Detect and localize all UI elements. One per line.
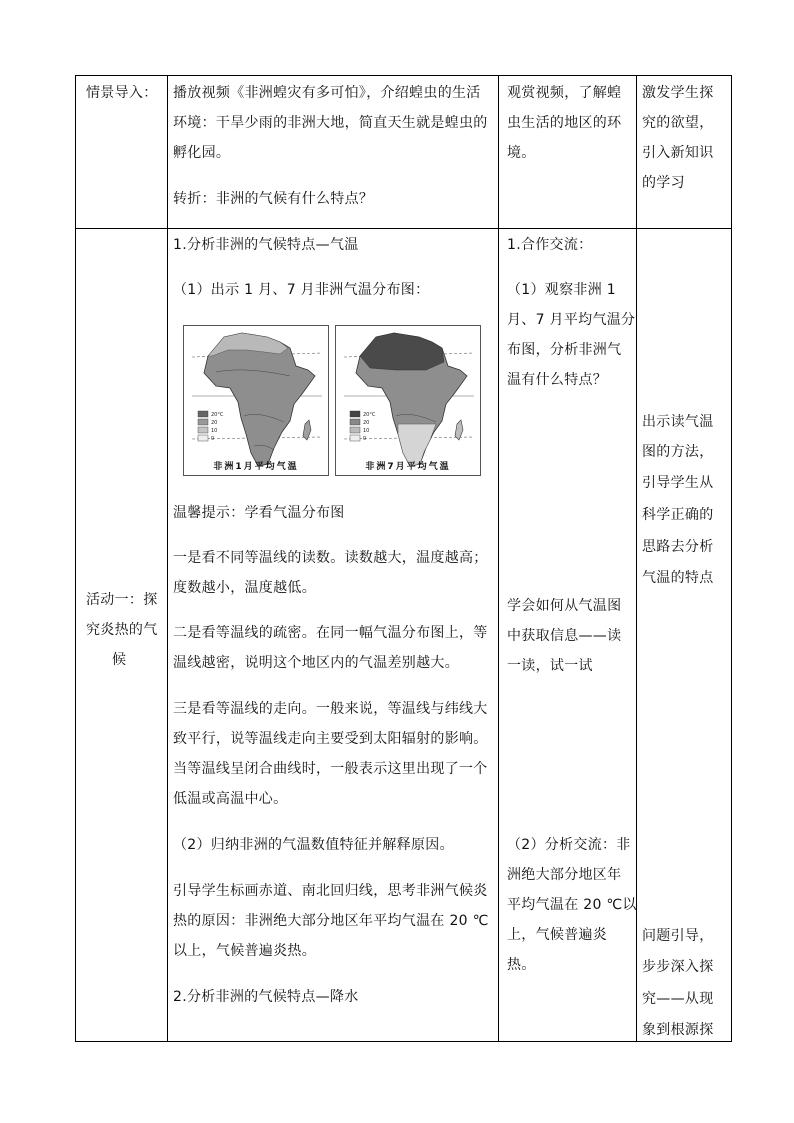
step-2-text: （2）归纳非洲的气温数值特征并解释原因。 <box>173 837 454 853</box>
map-january-temperature <box>183 325 329 476</box>
row1-teacher-line: 孵化园。 <box>173 145 231 161</box>
tip-paragraph-3: 致平行，说等温线走向主要受到太阳辐射的影响。 <box>173 731 488 747</box>
temperature-heading: 1.分析非洲的气候特点—气温 <box>173 237 359 253</box>
guidance-paragraph: 引导学生标画赤道、南北回归线，思考非洲气候炎 <box>173 883 488 899</box>
row1-teacher-line: 环境：干旱少雨的非洲大地，简直天生就是蝗虫的 <box>173 115 488 131</box>
tip-title: 温馨提示：学看气温分布图 <box>173 505 345 521</box>
row1-intent-line: 究的欲望， <box>642 115 714 131</box>
row1-stage-label: 情景导入： <box>86 85 158 101</box>
guidance-paragraph: 以上，气候普遍炎热。 <box>173 943 316 959</box>
row1-transition: 转折：非洲的气候有什么特点？ <box>173 191 374 207</box>
row1-student-line: 虫生活的地区的环 <box>507 115 622 131</box>
row2-stage-label: 候 <box>112 652 127 668</box>
design-intent-b: 象到根源探 <box>642 1022 714 1038</box>
read-map-practice: 一读，试一试 <box>507 658 593 674</box>
legend-label: 20 <box>363 420 370 426</box>
tip-paragraph-3: 低温或高温中心。 <box>173 791 288 807</box>
legend-label: 10 <box>211 428 218 434</box>
row2-stage-label: 究炎热的气 <box>86 622 158 638</box>
analysis-exchange: （2）分析交流：非 <box>507 837 631 853</box>
tip-paragraph-3: 当等温线呈闭合曲线时，一般表示这里出现了一个 <box>173 761 488 777</box>
design-intent-a: 思路去分析 <box>642 539 714 555</box>
legend-label: 20 <box>211 420 218 426</box>
design-intent-a: 出示读气温 <box>642 414 714 430</box>
question-1: 布图，分析非洲气 <box>507 342 622 358</box>
cooperation-title: 1.合作交流： <box>507 237 593 253</box>
row1-intent-line: 的学习 <box>642 175 685 191</box>
legend-label: 0 <box>363 436 367 442</box>
analysis-exchange: 热。 <box>507 957 536 973</box>
map-july-temperature <box>335 325 481 476</box>
row1-intent-line: 引入新知识 <box>642 145 714 161</box>
design-intent-b: 问题引导， <box>642 928 714 944</box>
design-intent-a: 图的方法， <box>642 444 714 460</box>
tip-paragraph-2: 二是看等温线的疏密。在同一幅气温分布图上，等 <box>173 625 488 641</box>
question-1: 月、7 月平均气温分 <box>507 312 636 328</box>
row1-intent-line: 激发学生探 <box>642 85 714 101</box>
column-divider <box>498 76 499 1041</box>
legend-label: 10 <box>363 428 370 434</box>
row1-student-line: 境。 <box>507 145 536 161</box>
guidance-paragraph: 热的原因：非洲绝大部分地区年平均气温在 20 ℃ <box>173 913 489 929</box>
analysis-exchange: 洲绝大部分地区年 <box>507 867 622 883</box>
row1-student-line: 观赏视频，了解蝗 <box>507 85 622 101</box>
design-intent-b: 究——从现 <box>642 991 714 1007</box>
tip-paragraph-1: 一是看不同等温线的读数。读数越大，温度越高； <box>173 550 488 566</box>
row2-stage-label: 活动一：探 <box>86 592 158 608</box>
column-divider <box>167 76 168 1041</box>
tip-paragraph-3: 三是看等温线的走向。一般来说，等温线与纬线大 <box>173 701 488 717</box>
design-intent-b: 步步深入探 <box>642 959 714 975</box>
map-caption: 非洲7月平均气温 <box>365 462 451 472</box>
legend-label: 0 <box>211 436 215 442</box>
read-map-practice: 中获取信息——读 <box>507 628 622 644</box>
analysis-exchange: 平均气温在 20 ℃以 <box>507 897 637 913</box>
precipitation-heading: 2.分析非洲的气候特点—降水 <box>173 989 359 1005</box>
row1-teacher-line: 播放视频《非洲蝗灾有多可怕》，介绍蝗虫的生活 <box>173 85 481 101</box>
design-intent-a: 科学正确的 <box>642 507 714 523</box>
design-intent-a: 引导学生从 <box>642 475 714 491</box>
legend-label: 20°C <box>211 412 224 418</box>
question-1: 温有什么特点？ <box>507 372 608 388</box>
question-1: （1）观察非洲 1 <box>507 282 616 298</box>
map-caption: 非洲1月平均气温 <box>213 462 299 472</box>
analysis-exchange: 上，气候普遍炎 <box>507 927 608 943</box>
design-intent-a: 气温的特点 <box>642 570 714 586</box>
tip-paragraph-1: 度数越小，温度越低。 <box>173 580 316 596</box>
tip-paragraph-2: 温线越密，说明这个地区内的气温差别越大。 <box>173 655 459 671</box>
legend-label: 20°C <box>363 412 376 418</box>
step-1-text: （1）出示 1 月、7 月非洲气温分布图： <box>173 282 430 298</box>
read-map-practice: 学会如何从气温图 <box>507 598 622 614</box>
row-divider <box>76 228 731 229</box>
